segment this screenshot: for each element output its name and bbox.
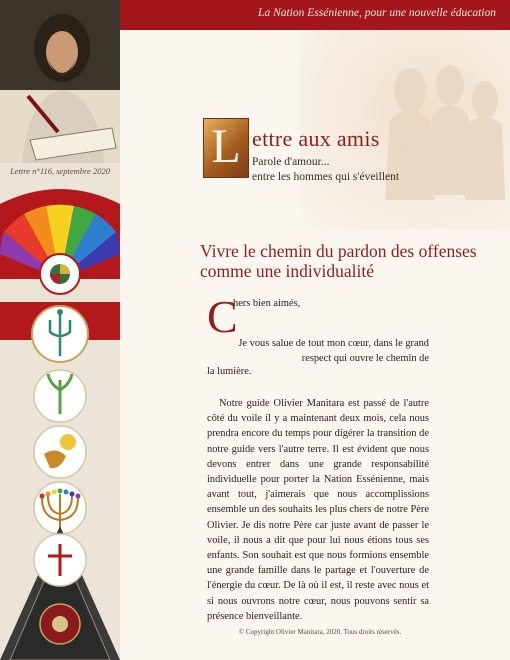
masthead-subtitle-line1: Parole d'amour... (252, 156, 330, 168)
article-dropcap: C (207, 291, 238, 342)
masthead-initial-box (203, 118, 249, 178)
left-sidebar (0, 0, 120, 660)
banner-text: La Nation Essénienne, pour une nouvelle éducation (258, 7, 496, 19)
article-greeting: hers bien aimés, (233, 298, 301, 309)
tree-of-life-emblem-icon (34, 370, 86, 422)
trident-emblem-icon (32, 306, 88, 362)
issue-number: Lettre n°116, septembre 2020 (10, 166, 110, 176)
article-paragraph-1: Je vous salue de tout mon cœur, dans le grand respect qui ouvre le chemin de (238, 338, 429, 364)
masthead-initial: L (211, 120, 241, 173)
masthead-subtitle-line2: entre les hommes qui s'éveillent (252, 171, 400, 183)
masthead-title: ettre aux amis (252, 126, 380, 151)
top-banner (120, 0, 510, 30)
copyright-notice: © Copyright Olivier Manitara, 2020. Tous droits réservés. (238, 628, 402, 636)
color-wheel-icon (0, 189, 120, 294)
article-title: Vivre le chemin du pardon des offenses comme une individualité (200, 241, 477, 281)
article-paragraph-1-end: la lumière. (207, 366, 252, 377)
author-photo (0, 0, 120, 163)
esoteric-emblems-column (0, 184, 120, 660)
article-paragraph-2: Notre guide Olivier Manitara est passé de l'autre côté du voile il y a maintenant deux mois, cela nous prendra encore du temps pour digérer la transition de notre guide vers l'autre terre. Il est évident que nous devons entrer dans une grande responsabilité individuelle pour porter la Nation Essénienne, mais avant tout, j'aimerais que nous accomplissions ensemble un des souhaits les plus chers de notre Père Olivier. Je dis notre Père car juste avant de passer le voile, il nous a dit que pour lui nous étions tous ses enfants. Son souhait est que nous formions ensemble une grande famille dans le partage et l'ouverture de l'énergie du cœur. De là où il est, il reste avec nous et si nous ouvrons notre cœur, nous pouvons sentir sa présence bienveillante. (207, 398, 429, 622)
golden-eagle-emblem-icon (34, 426, 86, 478)
